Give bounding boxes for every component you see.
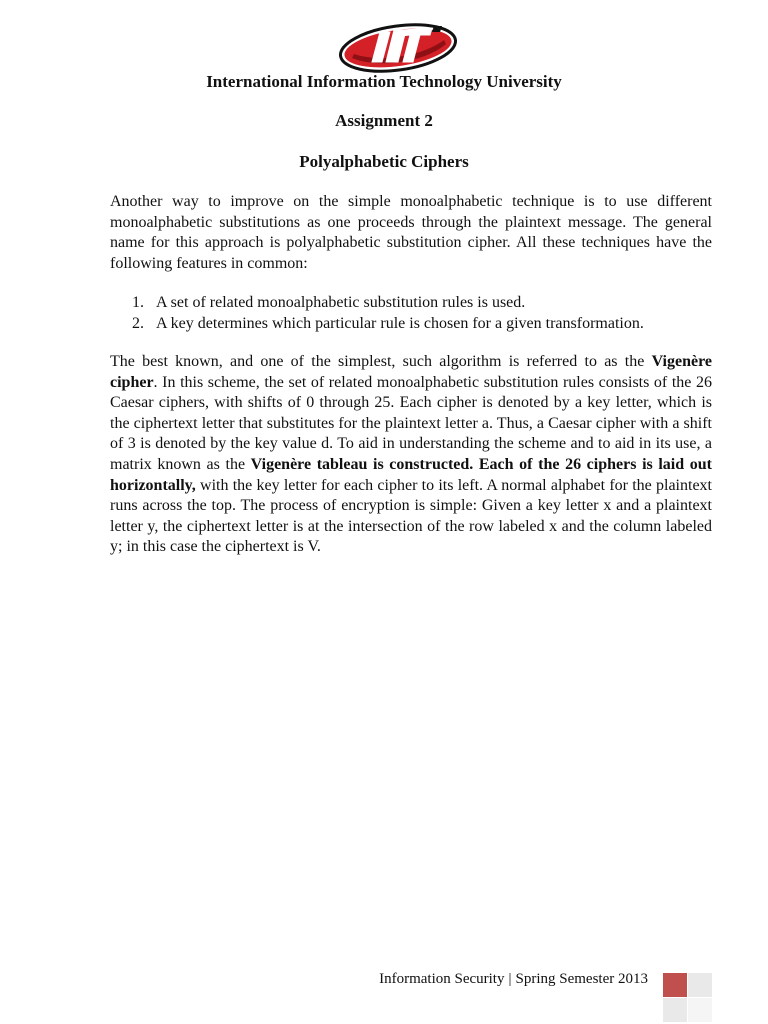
footer-decor-square [688, 998, 712, 1022]
footer-semester: Spring Semester 2013 [515, 971, 648, 987]
list-item-number: 1. [132, 294, 144, 311]
page-footer [0, 971, 648, 988]
footer-separator: | [508, 971, 512, 987]
intro-paragraph: Another way to improve on the simple monoalphabetic technique is to use different monoalphabetic substitutions as one proceeds through the plaintext message. The general name for this approach is polyalphabetic substitution cipher. All these techniques have the following features in common: [110, 193, 712, 272]
iit-logo-icon [336, 18, 460, 76]
assignment-number: Assignment 2 [335, 111, 433, 130]
list-item-text: A key determines which particular rule is chosen for a given transformation. [156, 315, 644, 332]
body-text: . In this scheme, the set of related monoalphabetic substitution rules consists of the 26 Caesar ciphers, with shifts of 0 through 25. Each cipher is denoted by a key letter, which is the ciphertext letter that substitutes for the plaintext letter a. Thus, a Caesar cipher with a shift of 3 is denoted by the key value d. To aid in understanding the scheme and to aid in its use, a matrix known as the [110, 373, 712, 473]
footer-decor-square [688, 973, 712, 997]
university-logo [336, 18, 460, 76]
features-list [110, 292, 712, 334]
vigenere-paragraph [110, 352, 712, 558]
list-item [110, 292, 712, 313]
list-item-number: 2. [132, 315, 144, 332]
vigenere-cipher-term: Vigenère cipher [110, 353, 712, 391]
document-title: Polyalphabetic Ciphers [299, 152, 469, 171]
footer-decor-square [663, 998, 687, 1022]
body-text: with the key letter for each cipher to its left. A normal alphabet for the plaintext runs across the top. The process of encryption is simple: Given a key letter x and a plaintext letter y, the ciphertext letter is at the intersection of the row labeled x and the column labeled y; in this case the ciphertext is V. [110, 476, 712, 556]
university-name: International Information Technology University [206, 72, 562, 91]
list-item-text: A set of related monoalphabetic substitution rules is used. [156, 294, 526, 311]
footer-accent-square [663, 973, 687, 997]
vigenere-tableau-bold-text: Vigenère tableau is constructed. Each of the 26 ciphers is laid out horizontally, [110, 455, 712, 494]
list-item [110, 313, 712, 334]
body-text: The best known, and one of the simplest, such algorithm is referred to as the [110, 353, 652, 370]
footer-course: Information Security [379, 971, 505, 987]
